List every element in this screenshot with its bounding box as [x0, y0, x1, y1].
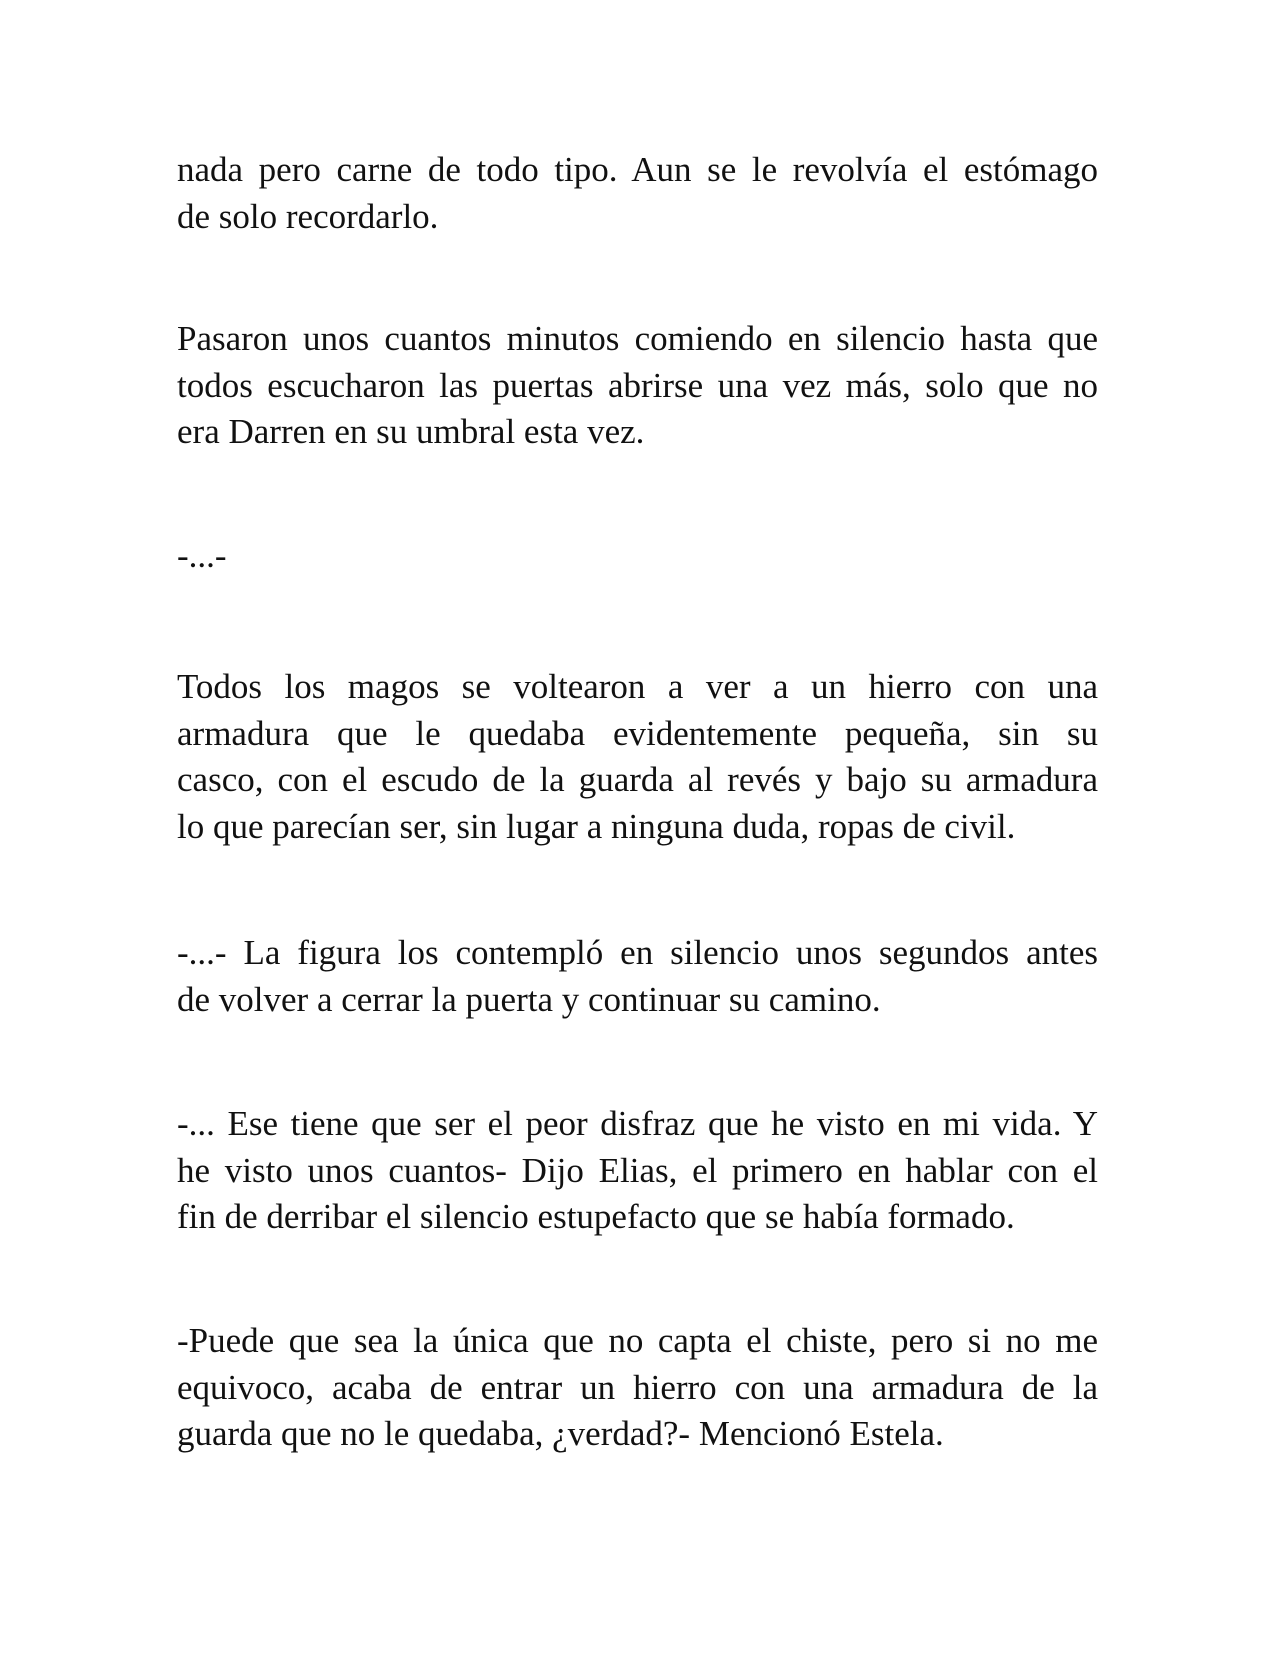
text-line: de volver a cerrar la puerta y continuar su camino. [177, 979, 881, 1019]
paragraph-4 [177, 664, 1098, 850]
text-line: -...- [177, 536, 227, 575]
text-line: de solo recordarlo. [177, 196, 439, 236]
paragraph-2 [177, 316, 1098, 456]
text-line: fin de derribar el silencio estupefacto que se había formado. [177, 1197, 1015, 1236]
text-line: todos escucharon las puertas abrirse una vez más, solo que no [177, 365, 1098, 405]
paragraph-3 [177, 533, 1098, 580]
paragraph-6 [177, 1101, 1098, 1241]
text-line: era Darren en su umbral esta vez. [177, 412, 645, 451]
text-line: -Puede que sea la única que no capta el chiste, pero si no me [177, 1321, 1098, 1360]
text-line: -... Ese tiene que ser el peor disfraz que he visto en mi vida. Y [177, 1104, 1098, 1143]
text-line: -...- La figura los contempló en silencio unos segundos antes [177, 933, 1098, 972]
text-line: nada pero carne de todo tipo. Aun se le revolvía el estómago [177, 150, 1098, 189]
text-line: lo que parecían ser, sin lugar a ninguna duda, ropas de civil. [177, 806, 1016, 846]
text-line: Todos los magos se voltearon a ver a un hierro con una [177, 667, 1098, 706]
paragraph-5 [177, 930, 1098, 1023]
paragraph-1 [177, 147, 1098, 240]
text-line: equivoco, acaba de entrar un hierro con una armadura de la [177, 1367, 1098, 1407]
text-line: he visto unos cuantos- Dijo Elias, el primero en hablar con el [177, 1150, 1098, 1190]
paragraph-7 [177, 1318, 1098, 1458]
text-line: casco, con el escudo de la guarda al revés y bajo su armadura [177, 760, 1098, 799]
text-line: armadura que le quedaba evidentemente pequeña, sin su [177, 713, 1098, 753]
text-line: guarda que no le quedaba, ¿verdad?- Mencionó Estela. [177, 1414, 944, 1453]
text-line: Pasaron unos cuantos minutos comiendo en silencio hasta que [177, 319, 1098, 358]
